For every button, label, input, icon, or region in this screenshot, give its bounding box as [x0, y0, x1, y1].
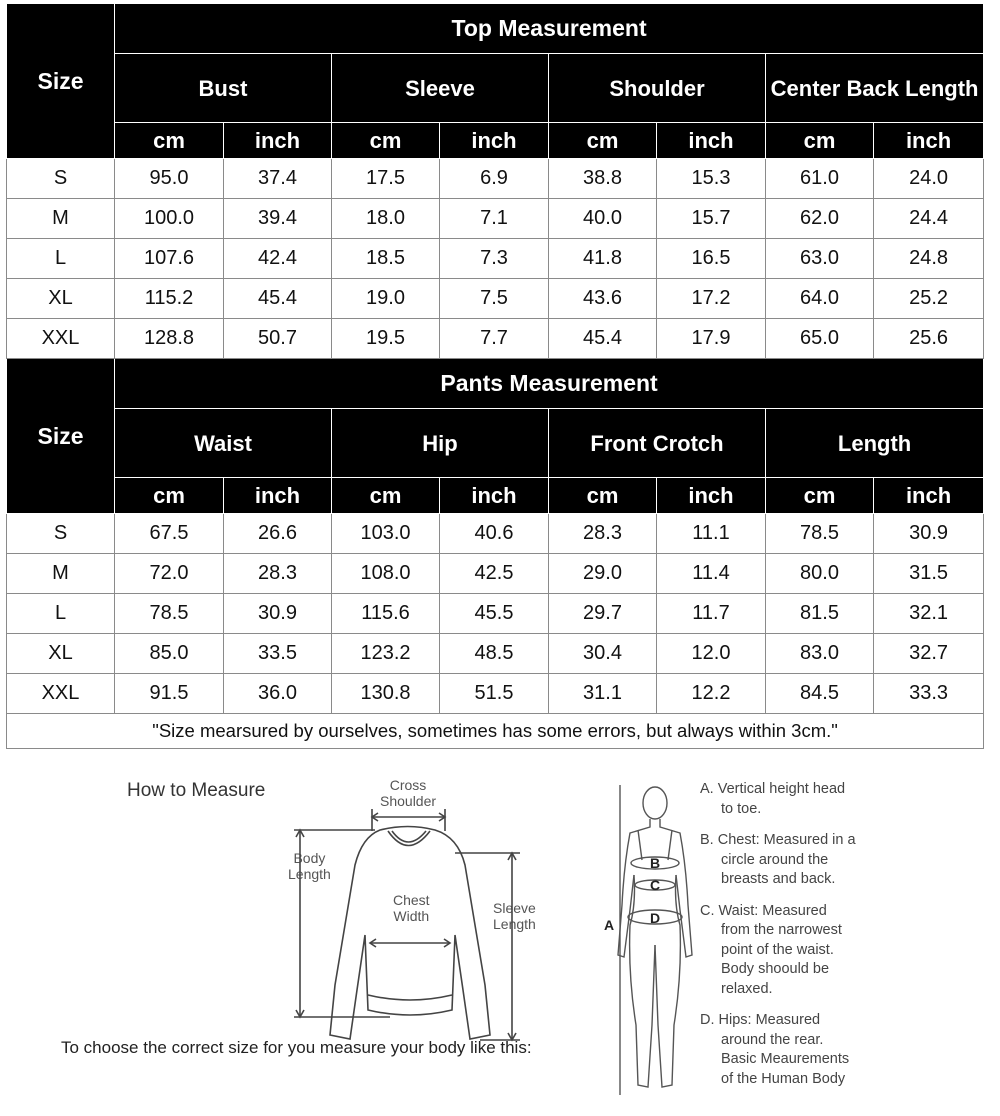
value-cell: 24.4	[874, 199, 984, 239]
value-cell: 43.6	[549, 279, 657, 319]
cross-shoulder-label: Cross Shoulder	[380, 777, 437, 809]
value-cell: 80.0	[766, 554, 874, 594]
unit-header-inch: inch	[657, 123, 766, 159]
value-cell: 41.8	[549, 239, 657, 279]
top-group-header: Bust	[115, 54, 332, 123]
size-chart	[6, 3, 983, 749]
value-cell: 7.1	[440, 199, 549, 239]
value-cell: 30.4	[549, 634, 657, 674]
value-cell: 19.5	[332, 319, 440, 359]
value-cell: 107.6	[115, 239, 224, 279]
value-cell: 11.1	[657, 514, 766, 554]
size-cell: XXL	[7, 319, 115, 359]
value-cell: 51.5	[440, 674, 549, 714]
pants-group-header: Waist	[115, 409, 332, 478]
unit-header-inch: inch	[657, 478, 766, 514]
unit-header-inch: inch	[224, 478, 332, 514]
value-cell: 64.0	[766, 279, 874, 319]
value-cell: 123.2	[332, 634, 440, 674]
value-cell: 18.5	[332, 239, 440, 279]
value-cell: 40.0	[549, 199, 657, 239]
size-cell: M	[7, 554, 115, 594]
value-cell: 130.8	[332, 674, 440, 714]
value-cell: 33.3	[874, 674, 984, 714]
value-cell: 24.8	[874, 239, 984, 279]
value-cell: 11.4	[657, 554, 766, 594]
unit-header-cm: cm	[549, 123, 657, 159]
unit-header-inch: inch	[874, 478, 984, 514]
marker-b: B	[650, 855, 661, 871]
top-group-header: Sleeve	[332, 54, 549, 123]
value-cell: 7.5	[440, 279, 549, 319]
value-cell: 62.0	[766, 199, 874, 239]
value-cell: 29.7	[549, 594, 657, 634]
table-row	[7, 554, 984, 594]
measurement-note: D. Hips: Measured around the rear. Basic Meaurements of the Human Body	[700, 1012, 850, 1087]
top-size-header: Size	[7, 4, 115, 159]
chest-width-label: Chest Width	[393, 892, 430, 924]
value-cell: 32.1	[874, 594, 984, 634]
measurement-note: A. Vertical height head to toe.	[700, 781, 846, 817]
value-cell: 19.0	[332, 279, 440, 319]
value-cell: 7.7	[440, 319, 549, 359]
pants-group-header: Front Crotch	[549, 409, 766, 478]
how-to-measure-title: How to Measure	[127, 780, 266, 801]
value-cell: 32.7	[874, 634, 984, 674]
top-group-header: Shoulder	[549, 54, 766, 123]
body-length-label: Body Length	[288, 850, 331, 882]
value-cell: 45.4	[549, 319, 657, 359]
value-cell: 115.2	[115, 279, 224, 319]
table-row	[7, 674, 984, 714]
value-cell: 81.5	[766, 594, 874, 634]
value-cell: 115.6	[332, 594, 440, 634]
value-cell: 103.0	[332, 514, 440, 554]
value-cell: 16.5	[657, 239, 766, 279]
value-cell: 15.3	[657, 159, 766, 199]
value-cell: 33.5	[224, 634, 332, 674]
unit-header-inch: inch	[874, 123, 984, 159]
value-cell: 30.9	[874, 514, 984, 554]
table-row	[7, 199, 984, 239]
value-cell: 17.2	[657, 279, 766, 319]
value-cell: 11.7	[657, 594, 766, 634]
value-cell: 48.5	[440, 634, 549, 674]
value-cell: 91.5	[115, 674, 224, 714]
table-row	[7, 319, 984, 359]
marker-d: D	[650, 910, 661, 926]
value-cell: 72.0	[115, 554, 224, 594]
pants-group-header: Hip	[332, 409, 549, 478]
unit-header-cm: cm	[332, 478, 440, 514]
size-cell: S	[7, 514, 115, 554]
value-cell: 17.5	[332, 159, 440, 199]
value-cell: 50.7	[224, 319, 332, 359]
value-cell: 40.6	[440, 514, 549, 554]
value-cell: 18.0	[332, 199, 440, 239]
value-cell: 28.3	[549, 514, 657, 554]
size-cell: L	[7, 239, 115, 279]
unit-header-inch: inch	[224, 123, 332, 159]
value-cell: 78.5	[115, 594, 224, 634]
how-to-measure-section	[0, 750, 1000, 1116]
top-measurement-title: Top Measurement	[115, 4, 984, 54]
value-cell: 39.4	[224, 199, 332, 239]
table-row	[7, 279, 984, 319]
value-cell: 128.8	[115, 319, 224, 359]
unit-header-cm: cm	[115, 478, 224, 514]
measurement-notes	[700, 780, 890, 1101]
pants-measurement-title: Pants Measurement	[115, 359, 984, 409]
unit-header-inch: inch	[440, 123, 549, 159]
value-cell: 63.0	[766, 239, 874, 279]
pants-group-header: Length	[766, 409, 984, 478]
value-cell: 45.4	[224, 279, 332, 319]
size-cell: XL	[7, 279, 115, 319]
value-cell: 31.1	[549, 674, 657, 714]
size-cell: M	[7, 199, 115, 239]
value-cell: 12.0	[657, 634, 766, 674]
value-cell: 15.7	[657, 199, 766, 239]
pants-size-header: Size	[7, 359, 115, 514]
body-diagram	[600, 775, 695, 1105]
value-cell: 83.0	[766, 634, 874, 674]
value-cell: 38.8	[549, 159, 657, 199]
sleeve-length-label: Sleeve Length	[493, 900, 536, 932]
value-cell: 42.5	[440, 554, 549, 594]
value-cell: 37.4	[224, 159, 332, 199]
marker-c: C	[650, 877, 661, 893]
value-cell: 31.5	[874, 554, 984, 594]
value-cell: 108.0	[332, 554, 440, 594]
top-group-header: Center Back Length	[766, 54, 984, 123]
value-cell: 6.9	[440, 159, 549, 199]
unit-header-cm: cm	[766, 123, 874, 159]
unit-header-inch: inch	[440, 478, 549, 514]
value-cell: 36.0	[224, 674, 332, 714]
marker-a: A	[604, 917, 615, 933]
value-cell: 12.2	[657, 674, 766, 714]
value-cell: 78.5	[766, 514, 874, 554]
measurement-note: C. Waist: Measured from the narrowest point of the waist. Body shoould be relaxed.	[700, 902, 842, 997]
table-row	[7, 159, 984, 199]
value-cell: 45.5	[440, 594, 549, 634]
value-cell: 24.0	[874, 159, 984, 199]
unit-header-cm: cm	[115, 123, 224, 159]
measurement-note: B. Chest: Measured in a circle around the breasts and back.	[700, 832, 856, 887]
unit-header-cm: cm	[766, 478, 874, 514]
value-cell: 28.3	[224, 554, 332, 594]
value-cell: 29.0	[549, 554, 657, 594]
value-cell: 85.0	[115, 634, 224, 674]
table-row	[7, 594, 984, 634]
value-cell: 25.2	[874, 279, 984, 319]
size-cell: L	[7, 594, 115, 634]
value-cell: 42.4	[224, 239, 332, 279]
value-cell: 67.5	[115, 514, 224, 554]
value-cell: 25.6	[874, 319, 984, 359]
choose-size-instruction: To choose the correct size for you measure your body like this:	[61, 1038, 532, 1057]
sweater-diagram	[280, 795, 530, 1055]
size-table	[6, 3, 984, 749]
table-row	[7, 239, 984, 279]
value-cell: 26.6	[224, 514, 332, 554]
value-cell: 65.0	[766, 319, 874, 359]
table-row	[7, 634, 984, 674]
size-cell: S	[7, 159, 115, 199]
table-row	[7, 514, 984, 554]
value-cell: 61.0	[766, 159, 874, 199]
value-cell: 7.3	[440, 239, 549, 279]
value-cell: 84.5	[766, 674, 874, 714]
value-cell: 17.9	[657, 319, 766, 359]
unit-header-cm: cm	[332, 123, 440, 159]
value-cell: 95.0	[115, 159, 224, 199]
size-cell: XL	[7, 634, 115, 674]
unit-header-cm: cm	[549, 478, 657, 514]
size-cell: XXL	[7, 674, 115, 714]
value-cell: 100.0	[115, 199, 224, 239]
value-cell: 30.9	[224, 594, 332, 634]
measurement-disclaimer: "Size mearsured by ourselves, sometimes has some errors, but always within 3cm."	[7, 714, 984, 749]
